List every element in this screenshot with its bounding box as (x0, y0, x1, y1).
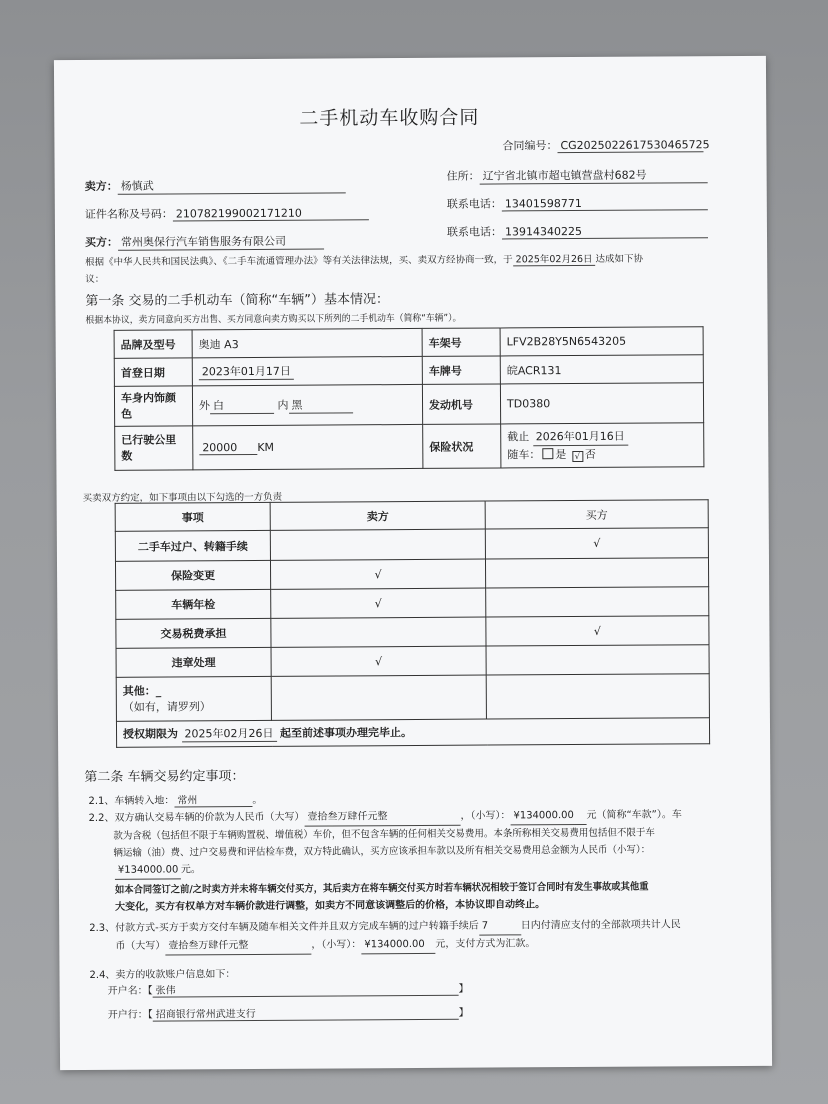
ext-color-value: 白 (210, 397, 274, 414)
account-name-value: 张伟 (153, 980, 459, 998)
bank-label: 开户行： (107, 1009, 148, 1021)
deadline-text: 起至前述事项办理完毕止。 (279, 726, 413, 740)
clause-2-2-line-2: 款为含税（包括但不限于车辆购置税、增值税）车价，但不包含车辆的任何相关交易费用。本条所称相关交易费用包括但不限于车 (113, 827, 655, 842)
insurance-date: 2026年01月16日 (533, 428, 628, 447)
duty-seller-mark (270, 529, 485, 560)
intro-line-2: 议： (85, 273, 105, 285)
duty-other-buyer (486, 674, 709, 719)
total-unit: 元。 (180, 864, 201, 876)
buyer-phone-value: 13914340225 (502, 224, 708, 239)
reg-value: 2023年01月17日 (199, 363, 294, 381)
duty-buyer-mark (486, 645, 709, 675)
clause-2-4-num: 2.4、 (89, 969, 116, 981)
insurance-cell (501, 423, 704, 468)
contract-number-value: CG2025022617530465725 (557, 138, 703, 153)
clause-2-2-line-3: 辆运输（油）费、过户交易费和评估检车费，双方特此确认，买方应该承担车款以及所有相关交易费用总金额为人民币（小写）： (113, 844, 651, 859)
duty-other-hint: （如有，请罗列） (122, 699, 211, 714)
price-upper: 壹拾叁万肆仟元整 (304, 808, 460, 827)
clause-2-2 (89, 806, 749, 880)
insurance-prefix: 截止 (507, 430, 530, 444)
color-cell (192, 384, 422, 425)
clause-2-2-num: 2.2、 (88, 812, 115, 824)
duty-other-label: 其他：_ (122, 684, 162, 698)
bracket-left: 【 (147, 985, 153, 997)
buyer-row (85, 233, 324, 251)
int-color-label: 内 (277, 398, 289, 412)
adjustment-line-2: 大变化，买方有权单方对车辆价款进行调整，如卖方不同意该调整后的价格，本协议即自动终止。 (115, 899, 546, 913)
seller-phone-value: 13401598771 (502, 196, 708, 211)
reg-cell (192, 356, 422, 385)
brand-label: 品牌及型号 (114, 330, 192, 358)
buyer-label: 买方： (84, 235, 119, 249)
clause-2-1-text: 车辆转入地： (114, 795, 175, 807)
contract-number (502, 136, 710, 153)
article-2-heading: 第二条 车辆交易约定事项： (84, 769, 245, 786)
int-color-value: 黑 (288, 396, 352, 413)
duty-intro: 买卖双方约定，如下事项由以下勾选的一方负责 (82, 491, 283, 505)
price-lower: ¥134000.00 (510, 807, 586, 825)
duty-header-buyer: 买方 (485, 500, 708, 529)
clause-2-3-upper-label: 币（大写） (115, 940, 166, 952)
clause-2-4 (89, 965, 235, 981)
clause-2-1-num: 2.1、 (88, 795, 115, 807)
id-row (85, 204, 369, 222)
id-label: 证件名称及号码： (84, 207, 173, 221)
plate-value: 皖ACR131 (500, 355, 703, 384)
clause-2-3-num: 2.3、 (89, 922, 116, 934)
payment-upper: 壹拾叁万肆仟元整 (165, 937, 311, 956)
total-amount: ¥134000.00 (115, 861, 181, 879)
address-value: 辽宁省北镇市超屯镇营盘村682号 (480, 166, 708, 184)
clause-2-2-lower-label: ，（小写）： (460, 810, 511, 822)
deadline-date: 2025年02月26日 (181, 725, 276, 743)
intro-line-1 (85, 251, 643, 269)
duty-item: 二手车过户、转籍手续 (115, 530, 270, 561)
duty-seller-mark (271, 617, 486, 647)
address-row (447, 166, 708, 185)
mileage-label: 已行驶公里数 (115, 426, 193, 470)
buyer-phone-label: 联系电话： (446, 225, 503, 239)
plate-label: 车牌号 (422, 356, 500, 384)
payment-days: 7 (479, 917, 521, 935)
duty-seller-mark: √ (270, 559, 485, 589)
clause-2-3-lower-label: ，（小写）： (311, 939, 362, 951)
seller-phone-label: 联系电话： (446, 197, 502, 211)
duty-seller-mark: √ (271, 588, 486, 618)
duty-seller-mark: √ (271, 646, 486, 676)
color-label: 车身内饰颜色 (114, 386, 192, 426)
clause-2-3-text: 付款方式-买方于卖方交付车辆及随车相关文件并且双方完成车辆的过户转籍手续后 (115, 920, 479, 934)
follow-yes-label: 是 (555, 448, 567, 462)
duty-buyer-mark: √ (485, 528, 708, 559)
duty-buyer-mark: √ (486, 616, 709, 646)
bracket-right: 】 (458, 1007, 469, 1019)
ext-color-label: 外 (198, 399, 211, 413)
insurance-follow-label: 随车： (507, 448, 541, 462)
clause-2-1: 2.1、车辆转入地： 常州 。 (88, 791, 262, 808)
bank-value: 招商银行常州武进支行 (153, 1004, 459, 1022)
bracket-left: 【 (147, 1009, 153, 1021)
follow-no-label: 否 (584, 447, 596, 461)
reg-label: 首登日期 (114, 358, 192, 386)
intro-text-end: 达成如下协 (595, 253, 644, 265)
duty-table (115, 499, 710, 748)
clause-2-3 (89, 916, 769, 956)
clause-2-2-text: 双方确认交易车辆的价款为人民币（大写） (114, 811, 305, 824)
payment-lower: ¥134000.00 (361, 936, 435, 954)
duty-other-cell (116, 676, 271, 721)
contract-number-label: 合同编号： (502, 139, 558, 153)
insurance-label: 保险状况 (423, 424, 501, 468)
mileage-unit: KM (257, 440, 275, 454)
duty-other-seller (271, 675, 486, 720)
account-name-row (108, 980, 469, 998)
vin-value: LFV2B28Y5N6543205 (500, 327, 703, 356)
buyer-value: 常州奥保行汽车销售服务有限公司 (118, 233, 324, 251)
follow-no-checkbox: √ (572, 451, 583, 462)
seller-row (85, 176, 346, 195)
vehicle-info-table (114, 326, 705, 471)
deadline-label: 授权期限为 (123, 727, 179, 741)
adjustment-clause (115, 878, 765, 916)
seller-label: 卖方： (84, 179, 118, 193)
duty-item: 违章处理 (116, 647, 271, 677)
intro-date: 2025年02月26日 (513, 251, 596, 267)
seller-phone-row (447, 194, 708, 212)
id-value: 210782199002171210 (173, 206, 369, 221)
clause-2-1-value: 常州 (174, 791, 252, 807)
article-1-heading: 第一条 交易的二手机动车（简称“车辆”）基本情况： (85, 292, 390, 309)
bank-row (108, 1004, 469, 1022)
adjustment-line-1: 如本合同签订之前/之时卖方并未将车辆交付买方，其后卖方在将车辆交付买方时若车辆状况相较于签订合同时有发生事故或其他重 (114, 881, 649, 896)
duty-header-item: 事项 (115, 502, 270, 531)
duty-item: 保险变更 (115, 560, 270, 590)
payment-method: 元，支付方式为汇款。 (435, 938, 536, 950)
bracket-right: 】 (458, 983, 469, 995)
duty-item: 交易税费承担 (116, 618, 271, 648)
duty-buyer-mark (486, 587, 709, 617)
duty-header-seller: 卖方 (270, 501, 485, 530)
duty-buyer-mark (485, 558, 708, 588)
seller-value: 杨慎武 (118, 176, 346, 194)
account-name-label: 开户名： (107, 985, 148, 997)
clause-2-3-text-2: 日内付清应支付的全部款项共计人民 (520, 919, 681, 932)
mileage-cell (193, 424, 423, 469)
vin-label: 车架号 (422, 328, 500, 356)
clause-2-4-text: 卖方的收款账户信息如下： (115, 969, 236, 981)
clause-2-2-text-end: 元（简称“车款”）。车 (586, 809, 682, 821)
follow-yes-checkbox (542, 448, 553, 459)
mileage-value: 20000 (199, 440, 257, 454)
engine-label: 发动机号 (422, 384, 500, 424)
duty-item: 车辆年检 (116, 589, 271, 619)
deadline-cell (116, 718, 709, 748)
engine-value: TD0380 (500, 383, 703, 424)
buyer-phone-row (447, 222, 708, 240)
article-1-intro: 根据本协议，卖方同意向买方出售、买方同意向卖方购买以下所列的二手机动车（简称“车辆”）。 (85, 312, 462, 326)
contract-paper (54, 56, 772, 1070)
brand-value: 奥迪 A3 (192, 328, 422, 357)
intro-text: 根据《中华人民共和国民法典》、《二手车流通管理办法》等有关法律法规，买、卖双方经协商一致，于 (85, 254, 513, 268)
contract-title: 二手机动车收购合同 (299, 106, 480, 130)
address-label: 住所： (446, 169, 480, 183)
